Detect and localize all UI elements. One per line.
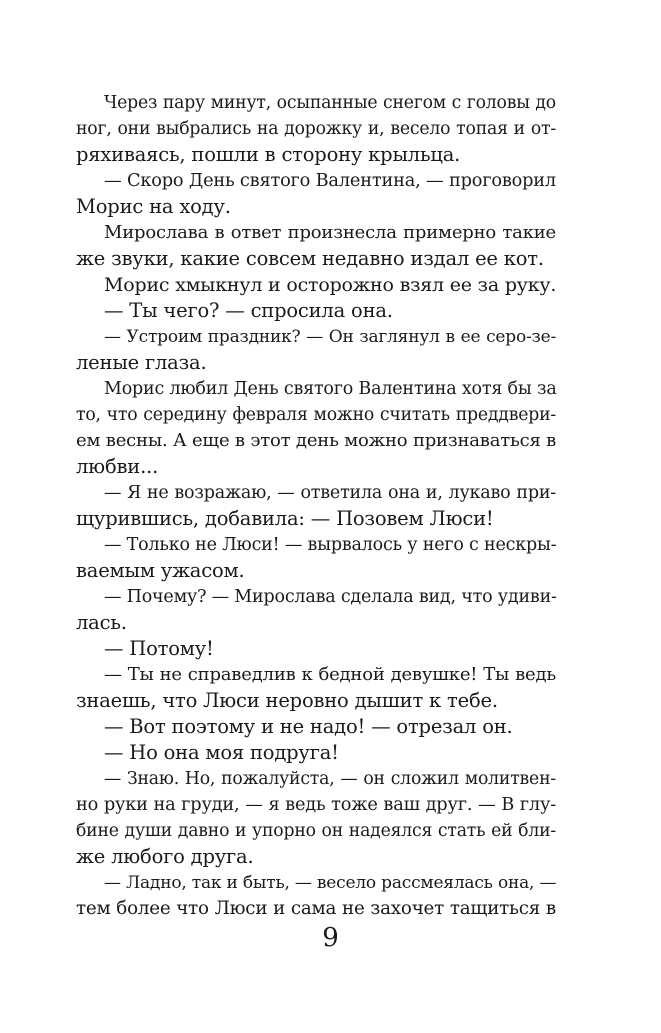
text-line: щурившись, добавила: — Позовем Люси! (76, 507, 494, 530)
text-line: — Знаю. Но, пожалуйста, — он сложил молитвен- (104, 769, 556, 789)
text-line: — Ты не справедлив к бедной девушке! Ты ведь (104, 664, 556, 685)
text-line: знаешь, что Люси неровно дышит к тебе. (76, 689, 498, 712)
text-line: Мирослава в ответ произнесла примерно такие (104, 222, 556, 243)
text-line: — Почему? — Мирослава сделала вид, что удиви- (104, 587, 557, 607)
text-line: лась. (76, 611, 127, 634)
text-line: Через пару минут, осыпанные снегом с головы до (104, 93, 556, 113)
text-line: — Скоро День святого Валентина, — проговорил (104, 171, 556, 191)
text-line: же любого друга. (76, 845, 254, 868)
text-line: — Устроим праздник? — Он заглянул в ее серо-зе- (104, 327, 556, 347)
text-line: — Ты чего? — спросила она. (104, 299, 393, 322)
text-line: — Ладно, так и быть, — весело рассмеялась она, — (104, 873, 557, 893)
text-line: ног, они выбрались на дорожку и, весело топая и от- (76, 119, 556, 139)
text-line: — Я не возражаю, — ответила она и, лукаво при- (104, 483, 556, 503)
page-number: 9 (322, 923, 339, 953)
text-line: любви... (76, 455, 159, 478)
text-line: Морис любил День святого Валентина хотя бы за (104, 379, 557, 399)
text-line: — Только не Люси! — вырвалось у него с нескры- (104, 535, 557, 555)
text-line: ваемым ужасом. (76, 559, 245, 582)
text-line: тем более что Люси и сама не захочет тащиться в (76, 898, 556, 919)
text-line: же звуки, какие совсем недавно издал ее кот. (76, 247, 544, 270)
text-line: но руки на груди, — я ведь тоже ваш друг. — В глу- (76, 795, 556, 815)
text-line: — Но она моя подруга! (104, 741, 339, 764)
text-line: то, что середину февраля можно считать преддвери- (76, 405, 556, 425)
text-line: бине души давно и упорно он надеялся стать ей бли- (76, 821, 556, 841)
text-line: Морис на ходу. (76, 195, 231, 218)
text-line: леные глаза. (76, 351, 207, 374)
text-line: — Потому! (104, 637, 214, 660)
text-line: ряхиваясь, пошли в сторону крыльца. (76, 143, 461, 166)
text-line: — Вот поэтому и не надо! — отрезал он. (104, 715, 513, 738)
text-line: Морис хмыкнул и осторожно взял ее за руку. (104, 274, 557, 296)
text-line: ем весны. А еще в этот день можно признаваться в (76, 430, 557, 451)
